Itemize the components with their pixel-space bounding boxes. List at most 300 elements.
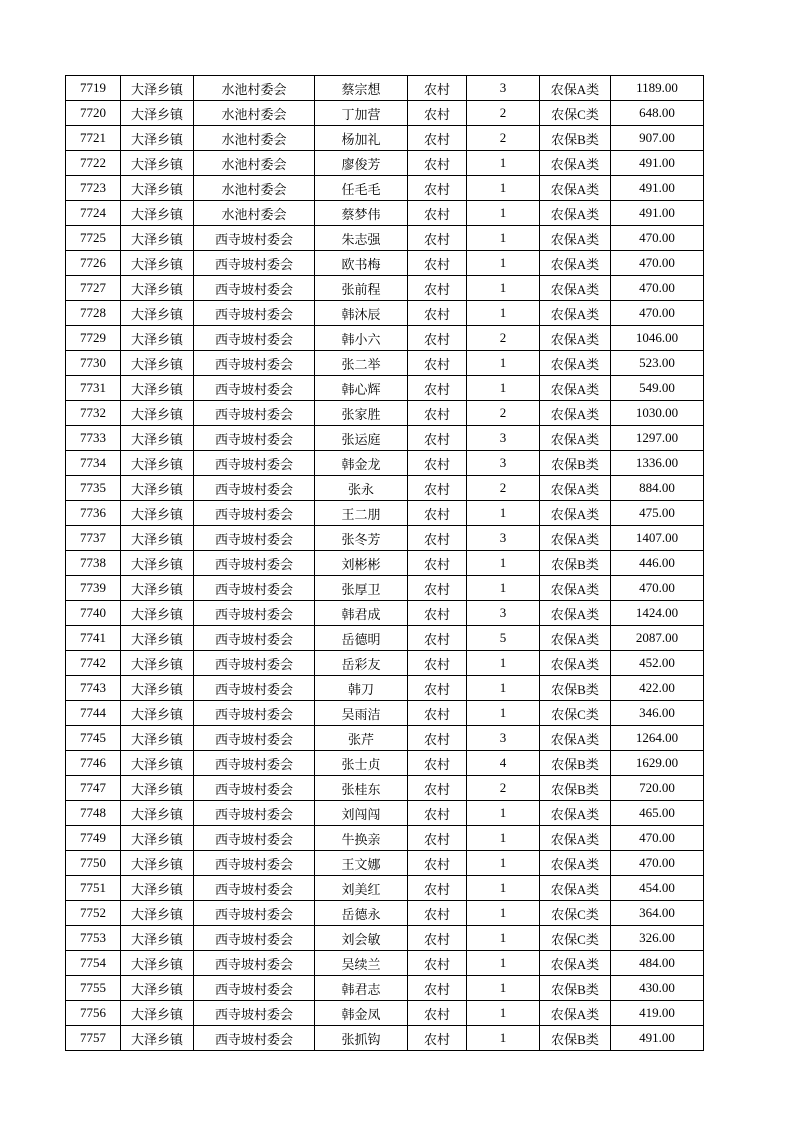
cell-residence-type: 农村 — [408, 576, 467, 601]
cell-person-name: 张冬芳 — [315, 526, 408, 551]
cell-person-name: 张厚卫 — [315, 576, 408, 601]
cell-person-count: 1 — [467, 376, 540, 401]
cell-township: 大泽乡镇 — [121, 76, 194, 101]
cell-residence-type: 农村 — [408, 1001, 467, 1026]
cell-township: 大泽乡镇 — [121, 351, 194, 376]
cell-insurance-category: 农保B类 — [540, 776, 611, 801]
table-row — [66, 201, 704, 226]
cell-residence-type: 农村 — [408, 301, 467, 326]
cell-amount: 430.00 — [611, 976, 704, 1001]
cell-sequence-number: 7740 — [66, 601, 121, 626]
cell-person-count: 3 — [467, 726, 540, 751]
cell-person-count: 1 — [467, 951, 540, 976]
cell-residence-type: 农村 — [408, 601, 467, 626]
cell-person-name: 韩刀 — [315, 676, 408, 701]
cell-village-committee: 西寺坡村委会 — [194, 826, 315, 851]
cell-township: 大泽乡镇 — [121, 651, 194, 676]
cell-township: 大泽乡镇 — [121, 101, 194, 126]
cell-residence-type: 农村 — [408, 501, 467, 526]
cell-residence-type: 农村 — [408, 751, 467, 776]
cell-amount: 446.00 — [611, 551, 704, 576]
cell-residence-type: 农村 — [408, 76, 467, 101]
cell-person-count: 3 — [467, 76, 540, 101]
cell-insurance-category: 农保B类 — [540, 751, 611, 776]
cell-person-name: 韩君成 — [315, 601, 408, 626]
cell-sequence-number: 7756 — [66, 1001, 121, 1026]
cell-township: 大泽乡镇 — [121, 676, 194, 701]
cell-amount: 484.00 — [611, 951, 704, 976]
cell-person-name: 韩金凤 — [315, 1001, 408, 1026]
table-row — [66, 401, 704, 426]
cell-amount: 491.00 — [611, 151, 704, 176]
cell-amount: 1030.00 — [611, 401, 704, 426]
cell-insurance-category: 农保B类 — [540, 551, 611, 576]
cell-residence-type: 农村 — [408, 451, 467, 476]
cell-amount: 422.00 — [611, 676, 704, 701]
cell-insurance-category: 农保A类 — [540, 326, 611, 351]
cell-person-name: 刘彬彬 — [315, 551, 408, 576]
table-row — [66, 676, 704, 701]
cell-person-count: 2 — [467, 776, 540, 801]
cell-village-committee: 水池村委会 — [194, 176, 315, 201]
cell-person-count: 1 — [467, 1001, 540, 1026]
cell-village-committee: 西寺坡村委会 — [194, 726, 315, 751]
cell-person-name: 牛换亲 — [315, 826, 408, 851]
cell-person-count: 1 — [467, 226, 540, 251]
cell-township: 大泽乡镇 — [121, 751, 194, 776]
cell-insurance-category: 农保C类 — [540, 926, 611, 951]
cell-township: 大泽乡镇 — [121, 801, 194, 826]
cell-amount: 452.00 — [611, 651, 704, 676]
cell-person-name: 韩心辉 — [315, 376, 408, 401]
cell-person-count: 1 — [467, 251, 540, 276]
cell-insurance-category: 农保C类 — [540, 701, 611, 726]
table-row — [66, 101, 704, 126]
cell-person-count: 1 — [467, 876, 540, 901]
cell-amount: 470.00 — [611, 301, 704, 326]
cell-sequence-number: 7723 — [66, 176, 121, 201]
cell-amount: 1189.00 — [611, 76, 704, 101]
cell-person-name: 刘闯闯 — [315, 801, 408, 826]
cell-village-committee: 西寺坡村委会 — [194, 601, 315, 626]
cell-person-count: 1 — [467, 176, 540, 201]
cell-village-committee: 西寺坡村委会 — [194, 526, 315, 551]
cell-sequence-number: 7753 — [66, 926, 121, 951]
cell-village-committee: 西寺坡村委会 — [194, 426, 315, 451]
cell-amount: 648.00 — [611, 101, 704, 126]
cell-village-committee: 西寺坡村委会 — [194, 926, 315, 951]
cell-village-committee: 西寺坡村委会 — [194, 776, 315, 801]
cell-person-count: 1 — [467, 151, 540, 176]
cell-person-name: 刘会敏 — [315, 926, 408, 951]
cell-insurance-category: 农保A类 — [540, 626, 611, 651]
cell-sequence-number: 7731 — [66, 376, 121, 401]
cell-person-name: 张二举 — [315, 351, 408, 376]
cell-insurance-category: 农保A类 — [540, 726, 611, 751]
cell-sequence-number: 7757 — [66, 1026, 121, 1051]
cell-insurance-category: 农保B类 — [540, 1026, 611, 1051]
cell-sequence-number: 7752 — [66, 901, 121, 926]
cell-amount: 364.00 — [611, 901, 704, 926]
cell-person-name: 岳德明 — [315, 626, 408, 651]
cell-insurance-category: 农保A类 — [540, 826, 611, 851]
cell-township: 大泽乡镇 — [121, 151, 194, 176]
cell-insurance-category: 农保A类 — [540, 251, 611, 276]
cell-sequence-number: 7725 — [66, 226, 121, 251]
cell-village-committee: 西寺坡村委会 — [194, 551, 315, 576]
cell-person-count: 1 — [467, 201, 540, 226]
cell-township: 大泽乡镇 — [121, 476, 194, 501]
cell-township: 大泽乡镇 — [121, 501, 194, 526]
cell-sequence-number: 7747 — [66, 776, 121, 801]
table-body — [66, 76, 704, 1051]
cell-sequence-number: 7730 — [66, 351, 121, 376]
cell-person-count: 3 — [467, 426, 540, 451]
cell-sequence-number: 7734 — [66, 451, 121, 476]
cell-township: 大泽乡镇 — [121, 851, 194, 876]
cell-sequence-number: 7744 — [66, 701, 121, 726]
cell-person-name: 廖俊芳 — [315, 151, 408, 176]
cell-amount: 491.00 — [611, 1026, 704, 1051]
cell-amount: 454.00 — [611, 876, 704, 901]
cell-residence-type: 农村 — [408, 701, 467, 726]
cell-village-committee: 西寺坡村委会 — [194, 701, 315, 726]
cell-person-name: 张前程 — [315, 276, 408, 301]
cell-residence-type: 农村 — [408, 351, 467, 376]
cell-amount: 419.00 — [611, 1001, 704, 1026]
table-row — [66, 901, 704, 926]
cell-sequence-number: 7741 — [66, 626, 121, 651]
cell-amount: 470.00 — [611, 576, 704, 601]
table-row — [66, 351, 704, 376]
cell-person-name: 张芹 — [315, 726, 408, 751]
cell-village-committee: 西寺坡村委会 — [194, 951, 315, 976]
cell-sequence-number: 7742 — [66, 651, 121, 676]
cell-village-committee: 西寺坡村委会 — [194, 326, 315, 351]
cell-residence-type: 农村 — [408, 726, 467, 751]
cell-insurance-category: 农保A类 — [540, 526, 611, 551]
cell-amount: 1264.00 — [611, 726, 704, 751]
cell-residence-type: 农村 — [408, 401, 467, 426]
cell-township: 大泽乡镇 — [121, 201, 194, 226]
cell-township: 大泽乡镇 — [121, 926, 194, 951]
table-row — [66, 701, 704, 726]
cell-sequence-number: 7749 — [66, 826, 121, 851]
cell-person-count: 2 — [467, 326, 540, 351]
cell-person-count: 2 — [467, 476, 540, 501]
cell-amount: 491.00 — [611, 176, 704, 201]
cell-amount: 470.00 — [611, 276, 704, 301]
cell-insurance-category: 农保A类 — [540, 401, 611, 426]
cell-insurance-category: 农保A类 — [540, 201, 611, 226]
cell-township: 大泽乡镇 — [121, 1026, 194, 1051]
cell-village-committee: 西寺坡村委会 — [194, 626, 315, 651]
cell-village-committee: 西寺坡村委会 — [194, 1026, 315, 1051]
cell-person-name: 韩沐辰 — [315, 301, 408, 326]
cell-insurance-category: 农保A类 — [540, 226, 611, 251]
cell-township: 大泽乡镇 — [121, 601, 194, 626]
cell-sequence-number: 7728 — [66, 301, 121, 326]
table-row — [66, 576, 704, 601]
cell-village-committee: 西寺坡村委会 — [194, 301, 315, 326]
cell-person-name: 丁加营 — [315, 101, 408, 126]
cell-amount: 549.00 — [611, 376, 704, 401]
cell-person-count: 5 — [467, 626, 540, 651]
table-row — [66, 276, 704, 301]
cell-residence-type: 农村 — [408, 851, 467, 876]
cell-village-committee: 水池村委会 — [194, 151, 315, 176]
cell-township: 大泽乡镇 — [121, 901, 194, 926]
cell-person-name: 刘美红 — [315, 876, 408, 901]
cell-township: 大泽乡镇 — [121, 126, 194, 151]
cell-amount: 720.00 — [611, 776, 704, 801]
cell-sequence-number: 7727 — [66, 276, 121, 301]
cell-residence-type: 农村 — [408, 476, 467, 501]
cell-person-count: 1 — [467, 1026, 540, 1051]
table-row — [66, 451, 704, 476]
cell-residence-type: 农村 — [408, 976, 467, 1001]
cell-township: 大泽乡镇 — [121, 226, 194, 251]
table-row — [66, 426, 704, 451]
cell-village-committee: 西寺坡村委会 — [194, 901, 315, 926]
cell-township: 大泽乡镇 — [121, 726, 194, 751]
cell-residence-type: 农村 — [408, 1026, 467, 1051]
cell-residence-type: 农村 — [408, 926, 467, 951]
cell-person-count: 1 — [467, 576, 540, 601]
cell-township: 大泽乡镇 — [121, 251, 194, 276]
cell-person-count: 1 — [467, 276, 540, 301]
cell-person-count: 4 — [467, 751, 540, 776]
cell-person-count: 1 — [467, 701, 540, 726]
cell-amount: 2087.00 — [611, 626, 704, 651]
table-row — [66, 476, 704, 501]
cell-village-committee: 西寺坡村委会 — [194, 501, 315, 526]
cell-person-name: 吴续兰 — [315, 951, 408, 976]
cell-village-committee: 西寺坡村委会 — [194, 976, 315, 1001]
cell-township: 大泽乡镇 — [121, 426, 194, 451]
cell-insurance-category: 农保A类 — [540, 76, 611, 101]
cell-amount: 1336.00 — [611, 451, 704, 476]
cell-residence-type: 农村 — [408, 276, 467, 301]
cell-township: 大泽乡镇 — [121, 951, 194, 976]
cell-village-committee: 西寺坡村委会 — [194, 351, 315, 376]
cell-sequence-number: 7732 — [66, 401, 121, 426]
cell-sequence-number: 7722 — [66, 151, 121, 176]
table-row — [66, 526, 704, 551]
cell-insurance-category: 农保A类 — [540, 601, 611, 626]
cell-person-name: 杨加礼 — [315, 126, 408, 151]
cell-township: 大泽乡镇 — [121, 576, 194, 601]
cell-village-committee: 西寺坡村委会 — [194, 576, 315, 601]
cell-insurance-category: 农保A类 — [540, 951, 611, 976]
cell-person-count: 3 — [467, 526, 540, 551]
cell-sequence-number: 7739 — [66, 576, 121, 601]
cell-person-count: 1 — [467, 651, 540, 676]
table-row — [66, 601, 704, 626]
cell-amount: 1407.00 — [611, 526, 704, 551]
cell-township: 大泽乡镇 — [121, 626, 194, 651]
cell-person-name: 张抓钩 — [315, 1026, 408, 1051]
cell-residence-type: 农村 — [408, 101, 467, 126]
cell-person-count: 1 — [467, 976, 540, 1001]
cell-insurance-category: 农保A类 — [540, 1001, 611, 1026]
cell-person-name: 任毛毛 — [315, 176, 408, 201]
cell-amount: 884.00 — [611, 476, 704, 501]
table-row — [66, 301, 704, 326]
cell-person-count: 2 — [467, 401, 540, 426]
cell-person-count: 3 — [467, 601, 540, 626]
cell-village-committee: 水池村委会 — [194, 101, 315, 126]
table-row — [66, 826, 704, 851]
cell-village-committee: 西寺坡村委会 — [194, 451, 315, 476]
cell-person-name: 韩小六 — [315, 326, 408, 351]
cell-person-name: 韩金龙 — [315, 451, 408, 476]
cell-township: 大泽乡镇 — [121, 701, 194, 726]
cell-amount: 907.00 — [611, 126, 704, 151]
cell-township: 大泽乡镇 — [121, 551, 194, 576]
cell-amount: 470.00 — [611, 826, 704, 851]
table-row — [66, 126, 704, 151]
benefits-table — [65, 75, 704, 1051]
cell-person-count: 1 — [467, 676, 540, 701]
cell-insurance-category: 农保A类 — [540, 376, 611, 401]
cell-insurance-category: 农保C类 — [540, 101, 611, 126]
cell-residence-type: 农村 — [408, 901, 467, 926]
cell-village-committee: 西寺坡村委会 — [194, 651, 315, 676]
cell-person-count: 1 — [467, 851, 540, 876]
table-row — [66, 551, 704, 576]
cell-village-committee: 水池村委会 — [194, 76, 315, 101]
cell-person-count: 1 — [467, 551, 540, 576]
cell-township: 大泽乡镇 — [121, 976, 194, 1001]
table-row — [66, 751, 704, 776]
cell-person-name: 蔡宗想 — [315, 76, 408, 101]
cell-village-committee: 西寺坡村委会 — [194, 251, 315, 276]
cell-sequence-number: 7754 — [66, 951, 121, 976]
cell-residence-type: 农村 — [408, 776, 467, 801]
cell-person-name: 岳德永 — [315, 901, 408, 926]
cell-person-name: 张士贞 — [315, 751, 408, 776]
cell-amount: 523.00 — [611, 351, 704, 376]
cell-village-committee: 西寺坡村委会 — [194, 751, 315, 776]
cell-amount: 326.00 — [611, 926, 704, 951]
cell-residence-type: 农村 — [408, 176, 467, 201]
cell-person-name: 张桂东 — [315, 776, 408, 801]
table-row — [66, 226, 704, 251]
cell-person-name: 张家胜 — [315, 401, 408, 426]
cell-sequence-number: 7746 — [66, 751, 121, 776]
cell-sequence-number: 7745 — [66, 726, 121, 751]
cell-amount: 465.00 — [611, 801, 704, 826]
cell-sequence-number: 7721 — [66, 126, 121, 151]
cell-amount: 470.00 — [611, 851, 704, 876]
cell-sequence-number: 7755 — [66, 976, 121, 1001]
cell-amount: 346.00 — [611, 701, 704, 726]
table-row — [66, 801, 704, 826]
cell-person-count: 1 — [467, 501, 540, 526]
cell-residence-type: 农村 — [408, 251, 467, 276]
table-row — [66, 651, 704, 676]
cell-amount: 475.00 — [611, 501, 704, 526]
cell-person-count: 1 — [467, 826, 540, 851]
cell-village-committee: 西寺坡村委会 — [194, 676, 315, 701]
table-row — [66, 326, 704, 351]
cell-person-name: 张永 — [315, 476, 408, 501]
table-row — [66, 501, 704, 526]
cell-residence-type: 农村 — [408, 951, 467, 976]
cell-village-committee: 西寺坡村委会 — [194, 376, 315, 401]
cell-township: 大泽乡镇 — [121, 451, 194, 476]
cell-township: 大泽乡镇 — [121, 526, 194, 551]
cell-sequence-number: 7736 — [66, 501, 121, 526]
cell-person-count: 1 — [467, 301, 540, 326]
cell-person-count: 1 — [467, 901, 540, 926]
cell-insurance-category: 农保A类 — [540, 151, 611, 176]
cell-insurance-category: 农保A类 — [540, 501, 611, 526]
cell-sequence-number: 7750 — [66, 851, 121, 876]
cell-township: 大泽乡镇 — [121, 376, 194, 401]
cell-residence-type: 农村 — [408, 226, 467, 251]
cell-insurance-category: 农保A类 — [540, 301, 611, 326]
cell-amount: 491.00 — [611, 201, 704, 226]
cell-village-committee: 西寺坡村委会 — [194, 276, 315, 301]
cell-sequence-number: 7748 — [66, 801, 121, 826]
table-row — [66, 851, 704, 876]
table-row — [66, 726, 704, 751]
cell-person-name: 吴雨洁 — [315, 701, 408, 726]
cell-amount: 1297.00 — [611, 426, 704, 451]
cell-village-committee: 西寺坡村委会 — [194, 226, 315, 251]
cell-village-committee: 西寺坡村委会 — [194, 851, 315, 876]
cell-insurance-category: 农保C类 — [540, 901, 611, 926]
cell-person-name: 欧书梅 — [315, 251, 408, 276]
cell-township: 大泽乡镇 — [121, 176, 194, 201]
cell-village-committee: 西寺坡村委会 — [194, 801, 315, 826]
cell-township: 大泽乡镇 — [121, 301, 194, 326]
cell-insurance-category: 农保A类 — [540, 801, 611, 826]
cell-amount: 470.00 — [611, 226, 704, 251]
table-row — [66, 176, 704, 201]
cell-residence-type: 农村 — [408, 676, 467, 701]
cell-township: 大泽乡镇 — [121, 276, 194, 301]
table-row — [66, 1001, 704, 1026]
cell-township: 大泽乡镇 — [121, 401, 194, 426]
table-row — [66, 876, 704, 901]
cell-insurance-category: 农保A类 — [540, 426, 611, 451]
cell-township: 大泽乡镇 — [121, 326, 194, 351]
cell-person-name: 蔡梦伟 — [315, 201, 408, 226]
cell-person-count: 2 — [467, 101, 540, 126]
cell-person-name: 岳彩友 — [315, 651, 408, 676]
cell-person-count: 3 — [467, 451, 540, 476]
cell-residence-type: 农村 — [408, 876, 467, 901]
cell-sequence-number: 7719 — [66, 76, 121, 101]
cell-insurance-category: 农保A类 — [540, 851, 611, 876]
cell-residence-type: 农村 — [408, 426, 467, 451]
cell-amount: 1424.00 — [611, 601, 704, 626]
cell-residence-type: 农村 — [408, 376, 467, 401]
cell-person-name: 张运庭 — [315, 426, 408, 451]
cell-amount: 470.00 — [611, 251, 704, 276]
cell-insurance-category: 农保A类 — [540, 576, 611, 601]
table-row — [66, 1026, 704, 1051]
cell-insurance-category: 农保B类 — [540, 976, 611, 1001]
cell-village-committee: 西寺坡村委会 — [194, 876, 315, 901]
cell-township: 大泽乡镇 — [121, 1001, 194, 1026]
cell-insurance-category: 农保A类 — [540, 176, 611, 201]
cell-residence-type: 农村 — [408, 826, 467, 851]
cell-sequence-number: 7738 — [66, 551, 121, 576]
